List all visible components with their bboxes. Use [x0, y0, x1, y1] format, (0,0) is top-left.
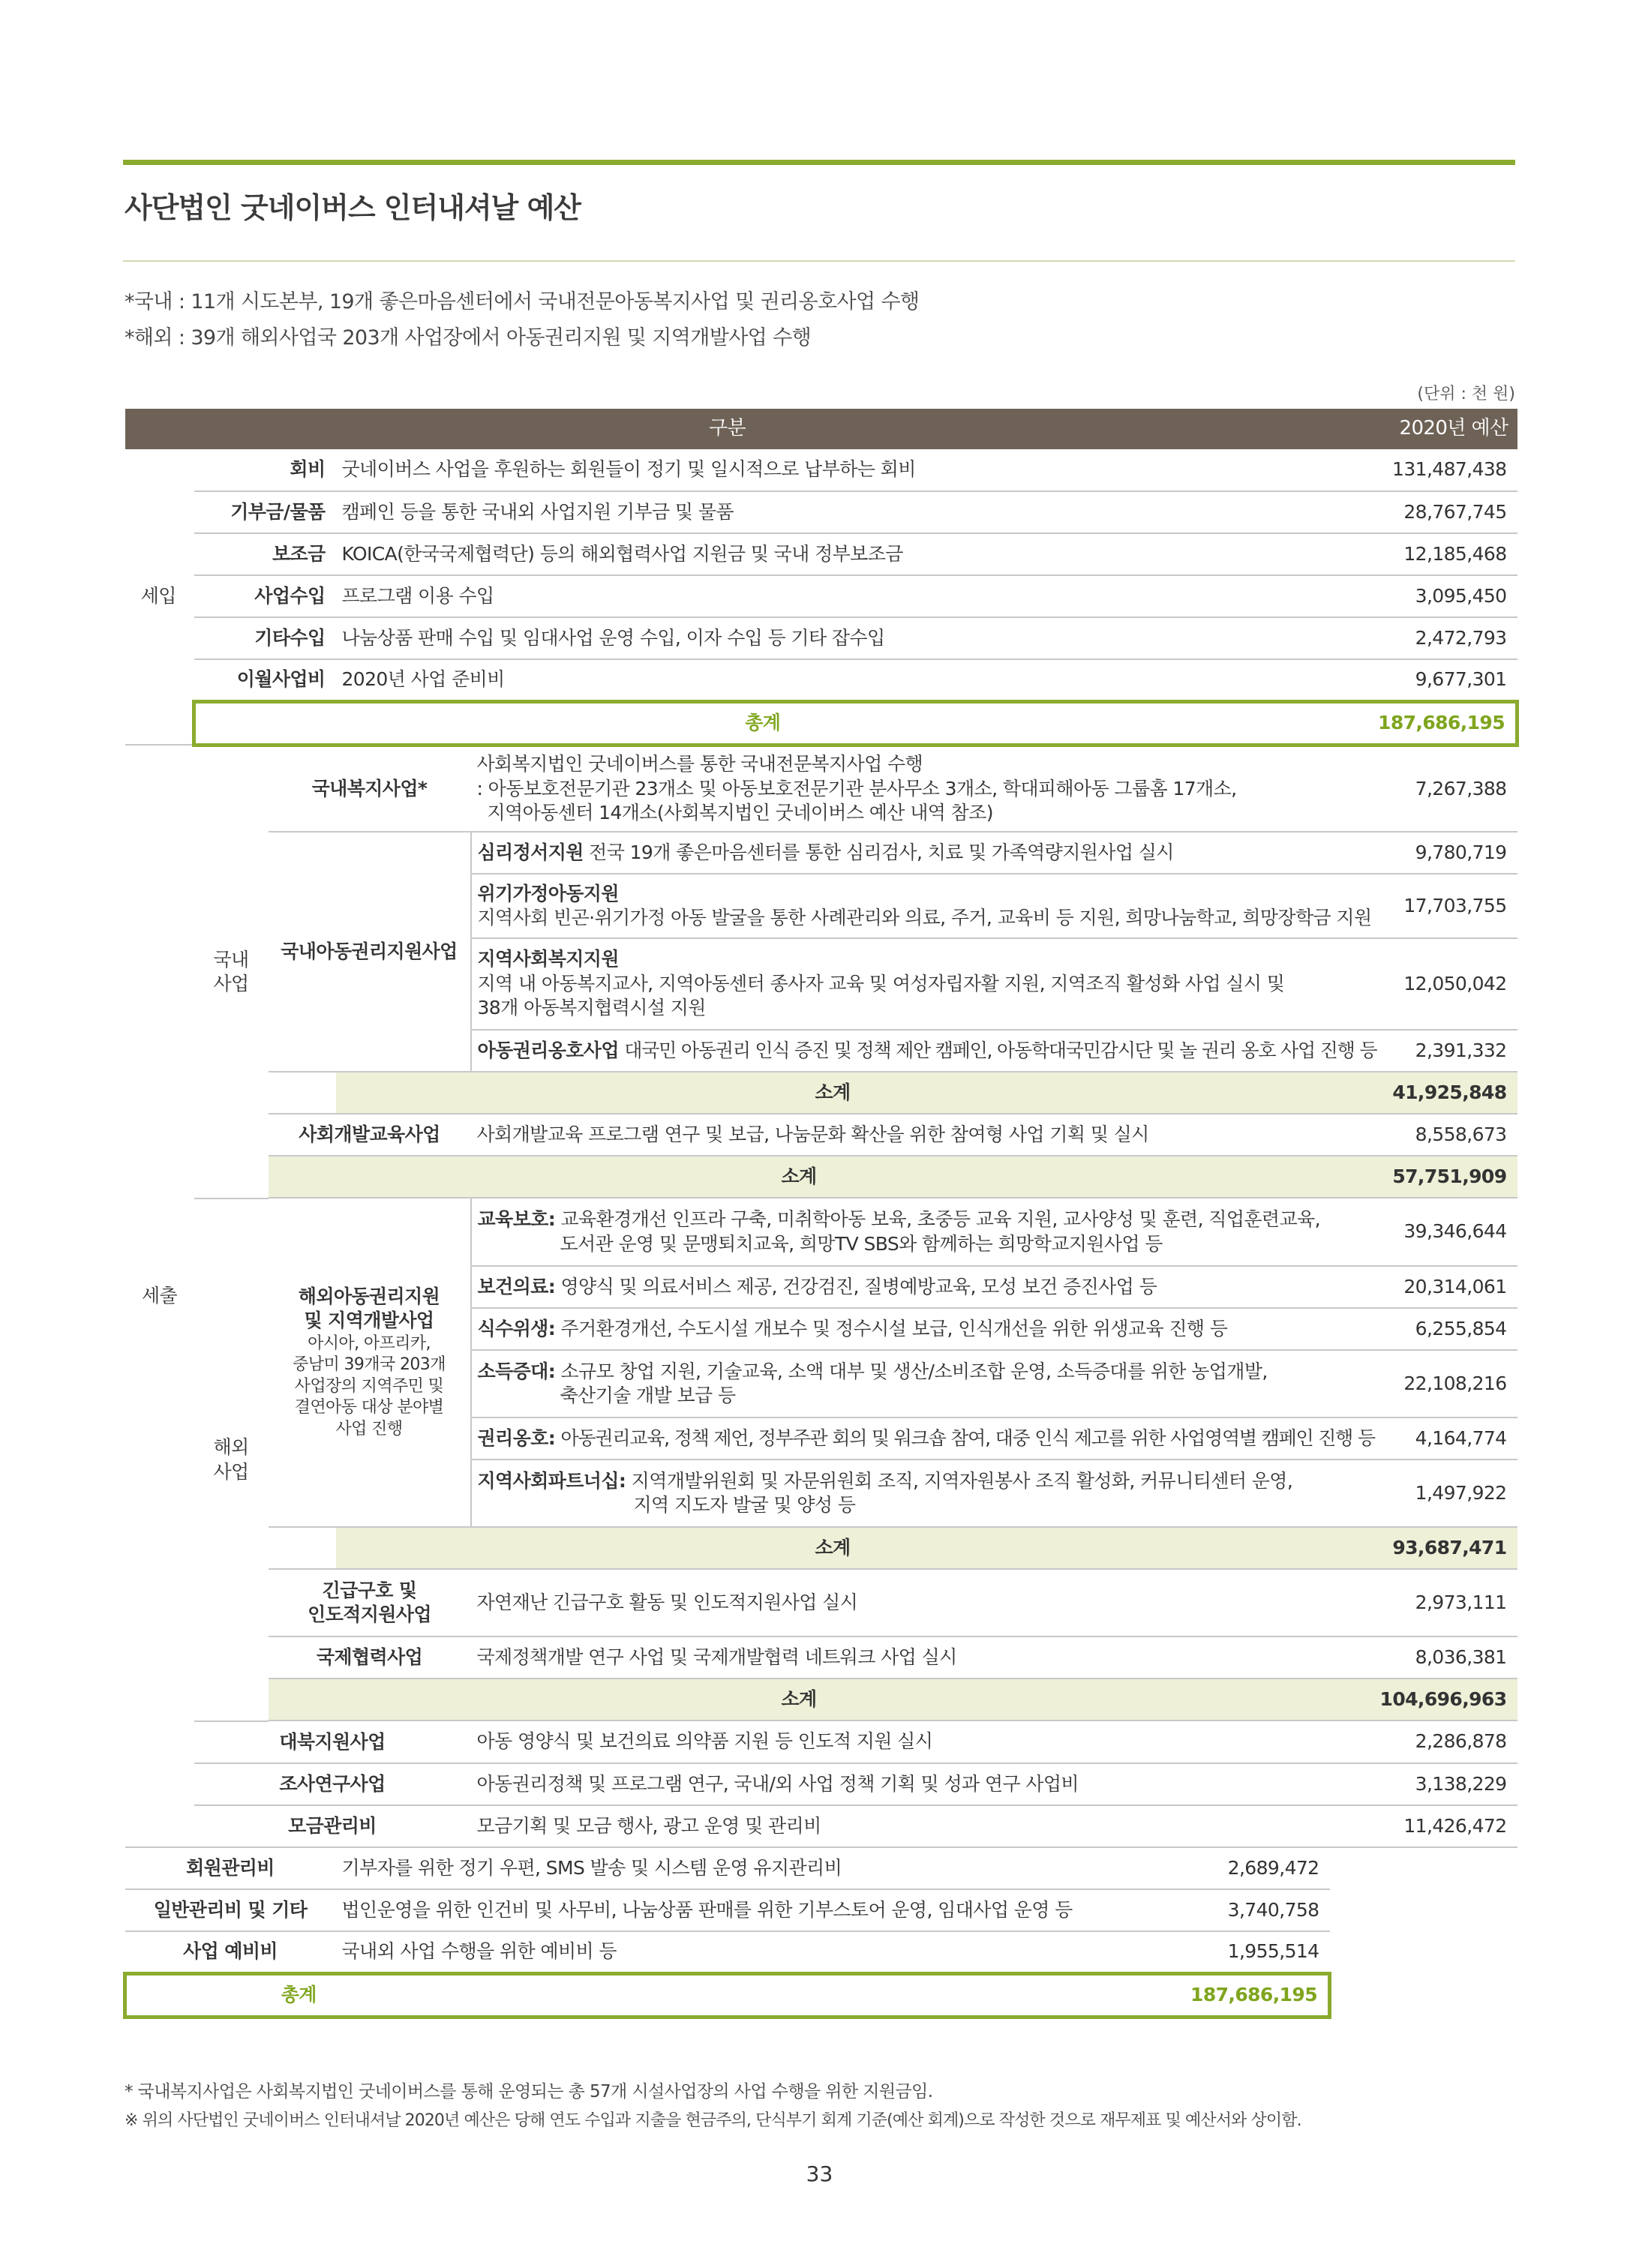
overseas-subtotal-amount: 104,696,963 — [1330, 1678, 1517, 1720]
income-total-label: 총계 — [194, 701, 1330, 745]
page-number: 33 — [806, 2162, 833, 2186]
table-row — [125, 1805, 1517, 1847]
overseas-label-line2: 사업 — [213, 1460, 249, 1483]
income-description: 프로그램 이용 수입 — [336, 575, 1330, 617]
budget-table — [123, 409, 1519, 2019]
water-description — [471, 1308, 1330, 1350]
header-budget: 2020년 예산 — [1330, 409, 1517, 449]
table-row — [125, 1569, 1517, 1636]
crisis-lead: 위기가정아동지원 — [477, 882, 619, 904]
table-row — [125, 1889, 1517, 1931]
overseas-rights-name-2: 및 지역개발사업 — [304, 1310, 434, 1332]
table-row — [125, 1721, 1517, 1763]
domestic-welfare-description — [471, 745, 1330, 832]
income-generation-line2: 축산기술 개발 보급 등 — [560, 1384, 736, 1406]
expense-category: 대북지원사업 — [194, 1721, 471, 1763]
income-generation-amount: 22,108,216 — [1330, 1350, 1517, 1418]
expense-label: 세출 — [125, 745, 194, 1847]
table-row — [125, 832, 1517, 874]
domestic-label — [194, 745, 269, 1198]
social-description: 사회개발교육 프로그램 연구 및 보급, 나눔문화 확산을 위한 참여형 사업 기획 및 실시 — [471, 1114, 1330, 1156]
community-description — [471, 938, 1330, 1030]
intl-name: 국제협력사업 — [269, 1636, 471, 1678]
header-category: 구분 — [125, 409, 1330, 449]
overseas-rights-subtotal-amount: 93,687,471 — [1330, 1527, 1517, 1569]
domestic-subtotal-amount: 57,751,909 — [1330, 1156, 1517, 1198]
psych-amount: 9,780,719 — [1330, 832, 1517, 874]
subtotal-row — [125, 1156, 1517, 1198]
expense-category: 모금관리비 — [194, 1805, 471, 1847]
footnote-2: ※ 위의 사단법인 굿네이버스 인터내셔날 2020년 예산은 당해 연도 수입과 지출을 현금주의, 단식부기 회계 기준(예산 회계)으로 작성한 것으로 재무제표 및 예산서와 상이함. — [125, 2111, 1301, 2130]
education-amount: 39,346,644 — [1330, 1198, 1517, 1266]
overseas-rights-detail-5: 사업 진행 — [335, 1419, 403, 1438]
expense-amount: 2,286,878 — [1330, 1721, 1517, 1763]
income-description: 캠페인 등을 통한 국내외 사업지원 기부금 및 물품 — [336, 491, 1330, 533]
overseas-advocacy-lead: 권리옹호: — [477, 1426, 556, 1449]
partnership-description — [471, 1460, 1330, 1527]
expense-description: 아동 영양식 및 보건의료 의약품 지원 등 인도적 지원 실시 — [471, 1721, 1330, 1763]
expense-amount: 11,426,472 — [1330, 1805, 1517, 1847]
income-generation-line1: 소규모 창업 지원, 기술교육, 소액 대부 및 생산/소비조합 운영, 소득증대를 위한 농업개발, — [560, 1360, 1268, 1382]
subtotal-row — [125, 1678, 1517, 1720]
expense-description: 모금기획 및 모금 행사, 광고 운영 및 관리비 — [471, 1805, 1330, 1847]
income-amount: 9,677,301 — [1330, 659, 1517, 701]
water-lead: 식수위생: — [477, 1317, 556, 1340]
domestic-advocacy-lead: 아동권리옹호사업 — [477, 1039, 619, 1061]
income-label: 세입 — [125, 449, 194, 745]
rights-subtotal-label: 소계 — [336, 1072, 1330, 1114]
note-domestic: *국내 : 11개 시도본부, 19개 좋은마음센터에서 국내전문아동복지사업 및 권리옹호사업 수행 — [125, 290, 920, 314]
expense-description: 아동권리정책 및 프로그램 연구, 국내/외 사업 정책 기획 및 성과 연구 사업비 — [471, 1763, 1330, 1805]
overseas-rights-name — [269, 1198, 471, 1527]
domestic-rights-name: 국내아동권리지원사업 — [269, 832, 471, 1072]
overseas-rights-detail-4: 결연아동 대상 분야별 — [294, 1398, 444, 1418]
income-category: 보조금 — [194, 533, 336, 575]
community-line2: 38개 아동복지협력시설 지원 — [477, 997, 706, 1019]
expense-description: 기부자를 위한 정기 우편, SMS 발송 및 시스템 운영 유지관리비 — [336, 1847, 471, 1889]
education-line2: 도서관 운영 및 문맹퇴치교육, 희망TV SBS와 함께하는 희망학교지원사업 등 — [560, 1232, 1163, 1255]
education-line1: 교육환경개선 인프라 구축, 미취학아동 보육, 초중등 교육 지원, 교사양성 및 훈련, 직업훈련교육, — [560, 1208, 1320, 1230]
overseas-rights-subtotal-label: 소계 — [336, 1527, 1330, 1569]
domestic-subtotal-label: 소계 — [269, 1156, 1330, 1198]
top-accent-rule — [123, 160, 1515, 165]
partnership-line2: 지역 지도자 발굴 및 양성 등 — [633, 1494, 856, 1516]
table-row — [125, 575, 1517, 617]
emergency-description: 자연재난 긴급구호 활동 및 인도적지원사업 실시 — [471, 1569, 1330, 1636]
emergency-name-2: 인도적지원사업 — [308, 1604, 431, 1625]
expense-category: 회원관리비 — [125, 1847, 336, 1889]
income-amount: 28,767,745 — [1330, 491, 1517, 533]
income-amount: 131,487,438 — [1330, 449, 1517, 491]
overseas-rights-detail-1: 아시아, 아프리카, — [308, 1334, 431, 1353]
expense-amount: 1,955,514 — [471, 1931, 1330, 1973]
community-amount: 12,050,042 — [1330, 938, 1517, 1030]
community-line1: 지역 내 아동복지교사, 지역아동센터 종사자 교육 및 여성자립자활 지원, 지역조직 활성화 사업 실시 및 — [477, 972, 1285, 994]
overseas-rights-detail-2: 중남미 39개국 203개 — [293, 1355, 446, 1375]
income-category: 사업수입 — [194, 575, 336, 617]
social-amount: 8,558,673 — [1330, 1114, 1517, 1156]
education-description — [471, 1198, 1330, 1266]
table-row — [125, 449, 1517, 491]
table-row — [125, 659, 1517, 701]
income-description: 나눔상품 판매 수입 및 임대사업 운영 수입, 이자 수입 등 기타 잡수입 — [336, 617, 1330, 659]
domestic-advocacy-text: 대국민 아동권리 인식 증진 및 정책 제안 캠페인, 아동학대국민감시단 및 놀 권리 옹호 사업 진행 등 — [624, 1039, 1377, 1061]
welfare-line2: : 아동보호전문기관 23개소 및 아동보호전문기관 분사무소 3개소, 학대피해아동 그룹홈 17개소, — [476, 777, 1237, 800]
subtotal-row — [125, 1527, 1517, 1569]
health-description — [471, 1266, 1330, 1308]
overseas-label — [194, 1198, 269, 1721]
table-row — [125, 1114, 1517, 1156]
income-amount: 3,095,450 — [1330, 575, 1517, 617]
income-amount: 12,185,468 — [1330, 533, 1517, 575]
table-row — [125, 745, 1517, 832]
expense-description: 국내외 사업 수행을 위한 예비비 등 — [336, 1931, 471, 1973]
community-lead: 지역사회복지지원 — [477, 948, 619, 970]
income-description: 2020년 사업 준비비 — [336, 659, 1330, 701]
domestic-welfare-name: 국내복지사업* — [269, 745, 471, 832]
domestic-label-line1: 국내 — [213, 948, 249, 970]
domestic-welfare-amount: 7,267,388 — [1330, 745, 1517, 832]
emergency-name-1: 긴급구호 및 — [322, 1579, 417, 1601]
health-text: 영양식 및 의료서비스 제공, 건강검진, 질병예방교육, 모성 보건 증진사업 등 — [560, 1275, 1157, 1298]
title-divider — [123, 260, 1515, 262]
expense-category: 사업 예비비 — [125, 1931, 336, 1973]
social-name: 사회개발교육사업 — [269, 1114, 471, 1156]
expense-amount: 3,138,229 — [1330, 1763, 1517, 1805]
overseas-rights-detail-3: 사업장의 지역주민 및 — [294, 1376, 444, 1396]
emergency-name — [269, 1569, 471, 1636]
page-title: 사단법인 굿네이버스 인터내셔날 예산 — [125, 191, 581, 224]
domestic-advocacy-description — [471, 1030, 1377, 1072]
partnership-amount: 1,497,922 — [1330, 1460, 1517, 1527]
health-amount: 20,314,061 — [1330, 1266, 1517, 1308]
water-text: 주거환경개선, 수도시설 개보수 및 정수시설 보급, 인식개선을 위한 위생교육 진행 등 — [560, 1317, 1228, 1340]
unit-label: (단위 : 천 원) — [1417, 385, 1515, 404]
emergency-amount: 2,973,111 — [1330, 1569, 1517, 1636]
table-row — [125, 1636, 1517, 1678]
rights-subtotal-amount: 41,925,848 — [1330, 1072, 1517, 1114]
overseas-label-line1: 해외 — [213, 1436, 249, 1458]
overseas-advocacy-text: 아동권리교육, 정책 제언, 정부주관 회의 및 워크숍 참여, 대중 인식 제고를 위한 사업영역별 캠페인 진행 등 — [560, 1426, 1375, 1449]
domestic-advocacy-amount: 2,391,332 — [1330, 1030, 1517, 1072]
intl-description: 국제정책개발 연구 사업 및 국제개발협력 네트워크 사업 실시 — [471, 1636, 1330, 1678]
note-overseas: *해외 : 39개 해외사업국 203개 사업장에서 아동권리지원 및 지역개발사업 수행 — [125, 326, 812, 350]
subtotal-row — [125, 1072, 1517, 1114]
expense-total-row — [125, 1973, 1517, 2017]
overseas-advocacy-amount: 4,164,774 — [1330, 1418, 1517, 1460]
crisis-amount: 17,703,755 — [1330, 874, 1517, 938]
partnership-line1: 지역개발위원회 및 자문위원회 조직, 지역자원봉사 조직 활성화, 커뮤니티센터 운영, — [631, 1469, 1293, 1492]
table-header — [125, 409, 1517, 449]
table-row — [125, 1198, 1517, 1266]
footnote-1: * 국내복지사업은 사회복지법인 굿네이버스를 통해 운영되는 총 57개 시설사업장의 사업 수행을 위한 지원금임. — [125, 2082, 933, 2102]
welfare-line1: 사회복지법인 굿네이버스를 통한 국내전문복지사업 수행 — [476, 753, 923, 775]
income-description: 굿네이버스 사업을 후원하는 회원들이 정기 및 일시적으로 납부하는 회비 — [336, 449, 1330, 491]
crisis-text: 지역사회 빈곤·위기가정 아동 발굴을 통한 사례관리와 의료, 주거, 교육비 등 지원, 희망나눔학교, 희망장학금 지원 — [477, 907, 1372, 928]
psych-lead: 심리정서지원 — [477, 841, 584, 863]
income-description: KOICA(한국국제협력단) 등의 해외협력사업 지원금 및 국내 정부보조금 — [336, 533, 1330, 575]
table-row — [125, 1763, 1517, 1805]
crisis-description — [471, 874, 1372, 938]
expense-category: 일반관리비 및 기타 — [125, 1889, 336, 1931]
psych-text: 전국 19개 좋은마음센터를 통한 심리검사, 치료 및 가족역량지원사업 실시 — [589, 841, 1174, 863]
expense-category: 조사연구사업 — [194, 1763, 471, 1805]
income-total-amount: 187,686,195 — [1330, 701, 1517, 745]
water-amount: 6,255,854 — [1330, 1308, 1517, 1350]
health-lead: 보건의료: — [477, 1275, 556, 1298]
overseas-rights-name-1: 해외아동권리지원 — [298, 1285, 440, 1307]
income-category: 이월사업비 — [194, 659, 336, 701]
partnership-lead: 지역사회파트너십: — [477, 1469, 626, 1492]
welfare-line3: 지역아동센터 14개소(사회복지법인 굿네이버스 예산 내역 참조) — [487, 802, 993, 824]
income-total-row — [125, 701, 1517, 745]
table-row — [125, 617, 1517, 659]
domestic-label-line2: 사업 — [213, 973, 249, 995]
income-category: 회비 — [194, 449, 336, 491]
table-row — [125, 491, 1517, 533]
education-lead: 교육보호: — [477, 1208, 556, 1230]
income-category: 기타수입 — [194, 617, 336, 659]
expense-amount: 2,689,472 — [471, 1847, 1330, 1889]
income-category: 기부금/물품 — [194, 491, 336, 533]
expense-amount: 3,740,758 — [471, 1889, 1330, 1931]
table-row — [125, 1847, 1517, 1889]
expense-total-label: 총계 — [125, 1973, 471, 2017]
income-generation-description — [471, 1350, 1330, 1418]
expense-total-amount: 187,686,195 — [471, 1973, 1330, 2017]
table-row — [125, 1931, 1517, 1973]
intl-amount: 8,036,381 — [1330, 1636, 1517, 1678]
overseas-subtotal-label: 소계 — [269, 1678, 1330, 1720]
income-amount: 2,472,793 — [1330, 617, 1517, 659]
expense-description: 법인운영을 위한 인건비 및 사무비, 나눔상품 판매를 위한 기부스토어 운영, 임대사업 운영 등 — [336, 1889, 471, 1931]
table-row — [125, 533, 1517, 575]
psych-description — [471, 832, 1330, 874]
income-generation-lead: 소득증대: — [477, 1360, 556, 1382]
overseas-advocacy-description — [471, 1418, 1375, 1460]
